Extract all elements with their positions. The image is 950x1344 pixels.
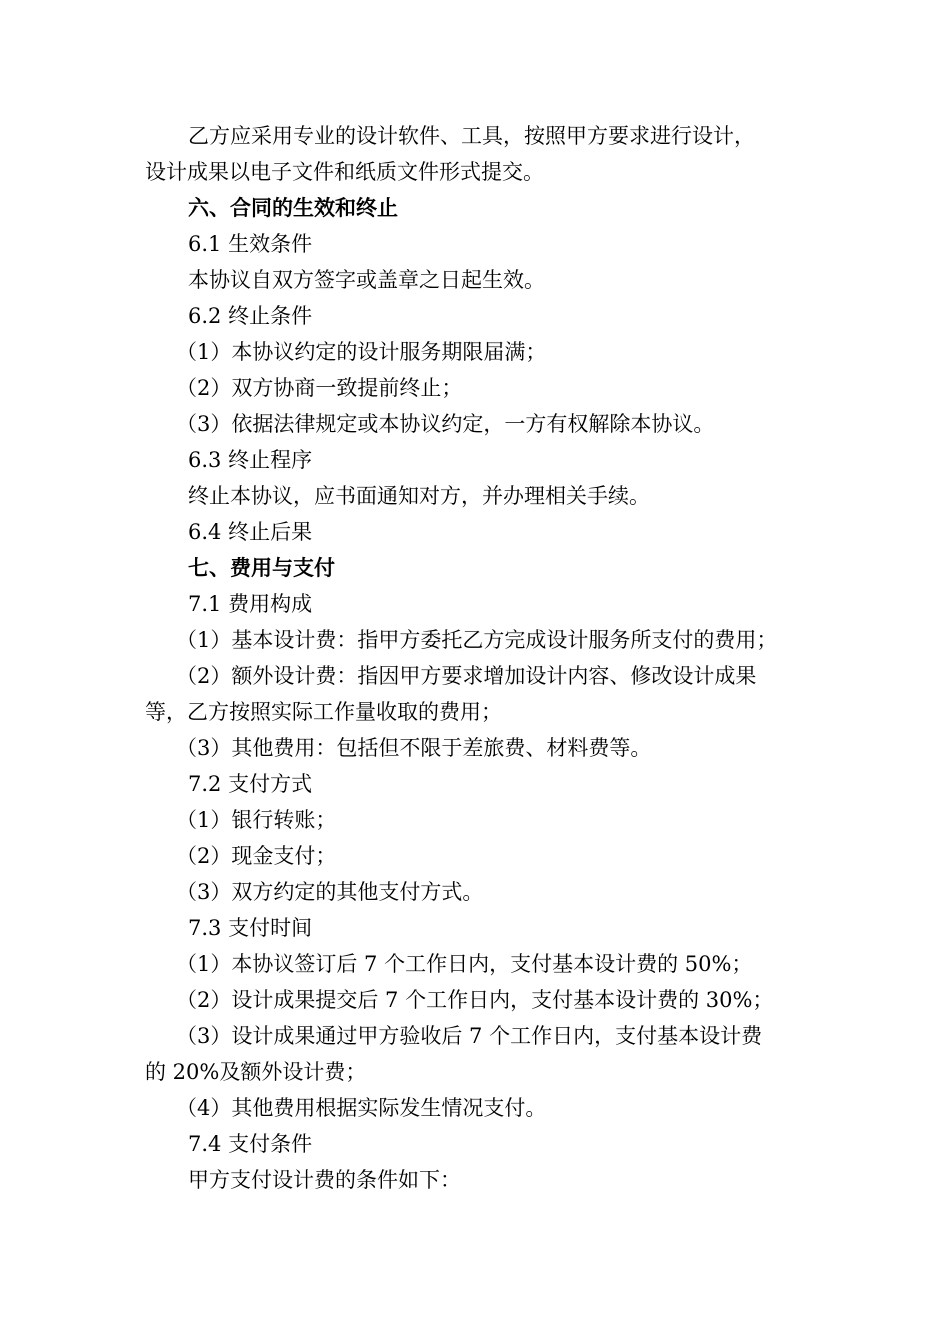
list-item: （3）其他费用：包括但不限于差旅费、材料费等。 [176,736,652,760]
subsection-heading: 6.2 终止条件 [188,304,313,328]
list-item-continuation: 的 20%及额外设计费； [145,1060,367,1084]
document-body [145,118,809,1198]
list-item: （1）本协议签订后 7 个工作日内，支付基本设计费的 50%； [176,952,753,976]
body-paragraph-line: 本协议自双方签字或盖章之日起生效。 [188,268,545,292]
subsection-heading: 6.3 终止程序 [188,448,313,472]
list-item: （1）银行转账； [176,808,337,832]
list-item: （2）现金支付； [176,844,337,868]
subsection-heading: 7.3 支付时间 [188,916,313,940]
list-item: （3）设计成果通过甲方验收后 7 个工作日内，支付基本设计费 [176,1024,763,1048]
section-heading-6: 六、合同的生效和终止 [188,195,398,220]
body-paragraph-line: 乙方应采用专业的设计软件、工具，按照甲方要求进行设计， [188,124,755,148]
subsection-heading: 7.2 支付方式 [188,772,313,796]
list-item: （3）双方约定的其他支付方式。 [176,880,484,904]
subsection-heading: 6.4 终止后果 [188,520,313,544]
body-paragraph-line: 设计成果以电子文件和纸质文件形式提交。 [145,160,544,184]
body-paragraph-line: 甲方支付设计费的条件如下： [188,1168,461,1192]
list-item: （3）依据法律规定或本协议约定，一方有权解除本协议。 [176,412,715,436]
subsection-heading: 6.1 生效条件 [188,232,313,256]
list-item: （1）基本设计费：指甲方委托乙方完成设计服务所支付的费用； [176,628,778,652]
subsection-heading: 7.4 支付条件 [188,1132,313,1156]
list-item: （2）双方协商一致提前终止； [176,376,463,400]
list-item: （2）额外设计费：指因甲方要求增加设计内容、修改设计成果 [176,664,757,688]
list-item: （1）本协议约定的设计服务期限届满； [176,340,547,364]
section-heading-7: 七、费用与支付 [188,555,335,580]
list-item: （2）设计成果提交后 7 个工作日内，支付基本设计费的 30%； [176,988,774,1012]
subsection-heading: 7.1 费用构成 [188,592,313,616]
body-paragraph-line: 终止本协议，应书面通知对方，并办理相关手续。 [188,484,650,508]
list-item-continuation: 等，乙方按照实际工作量收取的费用； [145,700,502,724]
list-item: （4）其他费用根据实际发生情况支付。 [176,1096,547,1120]
